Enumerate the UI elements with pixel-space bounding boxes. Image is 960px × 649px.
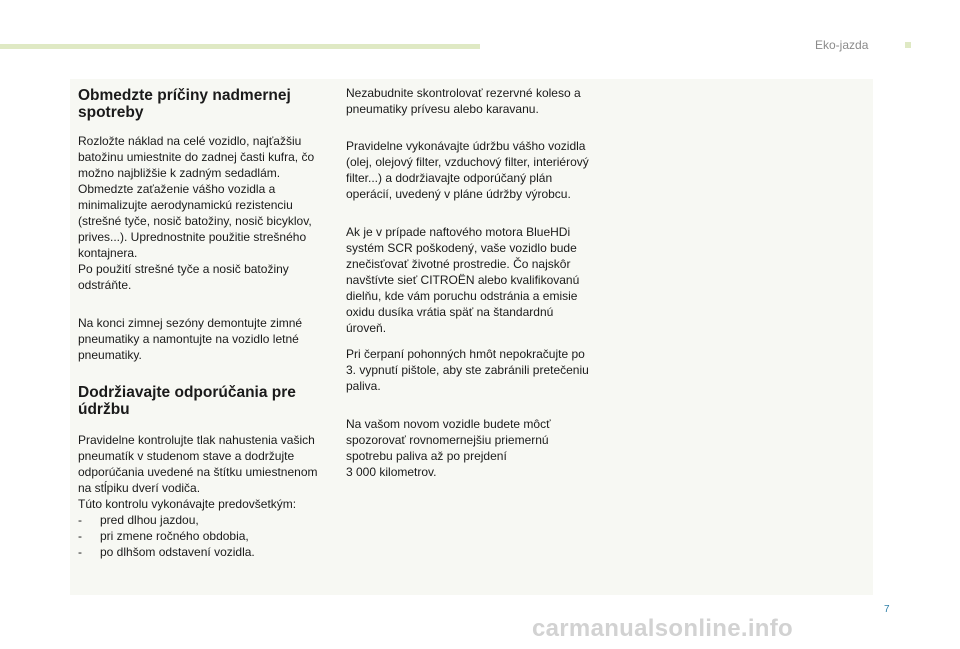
list-item: - pred dlhou jazdou, [78, 512, 330, 528]
load-advice-paragraph: Rozložte náklad na celé vozidlo, najťažšiu batožinu umiestnite do zadnej časti kufra, čo možno najbližšie k zadným sedadlám. Obmedzte zaťaženie vášho vozidla a minimalizujte aerodynamickú rezistenciu (strešné tyče, nosič batožiny, nosič bicyklov, prives...). Uprednostnite použitie strešného kontajnera. Po použití strešné tyče a nosič batožiny odstráňte. [78, 134, 315, 292]
right-column [346, 79, 596, 480]
winter-tyres-paragraph: Na konci zimnej sezóny demontujte zimné pneumatiky a namontujte na vozidlo letné pneumatiky. [78, 316, 303, 362]
section-title: Eko-jazda [815, 38, 869, 52]
bluehdi-paragraph: Ak je v prípade naftového motora BlueHDi systém SCR poškodený, vaše vozidlo bude znečisťovať životné prostredie. Čo najskôr navštívte sieť CITROËN alebo kvalifikovanú dielňu, kde vám poruchu odstránia a emisie oxidu dusíka vrátia späť na štandardnú úroveň. [346, 225, 580, 335]
refuelling-paragraph: Pri čerpaní pohonných hmôt nepokračujte po 3. vypnutí pištole, aby ste zabránili pretečeniu paliva. [346, 347, 589, 393]
page-number: 7 [884, 604, 890, 615]
tyre-pressure-paragraph: Pravidelne kontrolujte tlak nahustenia vašich pneumatík v studenom stave a dodržujte odporúčania uvedené na štítku umiestnenom na stĺpiku dverí vodiča. Túto kontrolu vykonávajte predovšetkým: [78, 433, 318, 511]
heading-maintenance: Dodržiavajte odporúčania pre údržbu [78, 384, 296, 418]
new-vehicle-paragraph: Na vašom novom vozidle budete môcť spozorovať rovnomernejšiu priemernú spotrebu paliva až po prejdení 3 000 kilometrov. [346, 417, 551, 479]
spare-wheel-paragraph: Nezabudnite skontrolovať rezervné koleso a pneumatiky prívesu alebo karavanu. [346, 86, 581, 116]
content-panel [70, 79, 873, 595]
section-marker [905, 42, 911, 48]
list-item: - pri zmene ročného obdobia, [78, 528, 330, 544]
service-paragraph: Pravidelne vykonávajte údržbu vášho vozidla (olej, olejový filter, vzduchový filter, interiérový filter...) a dodržiavajte odporúčaný plán operácií, uvedený v pláne údržby výrobcu. [346, 139, 589, 201]
left-column [78, 79, 330, 560]
heading-reduce-consumption: Obmedzte príčiny nadmernej spotreby [78, 87, 291, 121]
list-item: - po dlhšom odstavení vozidla. [78, 544, 330, 560]
check-occasions-list [78, 512, 330, 560]
header-accent-bar [0, 44, 480, 49]
watermark: carmanualsonline.info [532, 615, 794, 642]
